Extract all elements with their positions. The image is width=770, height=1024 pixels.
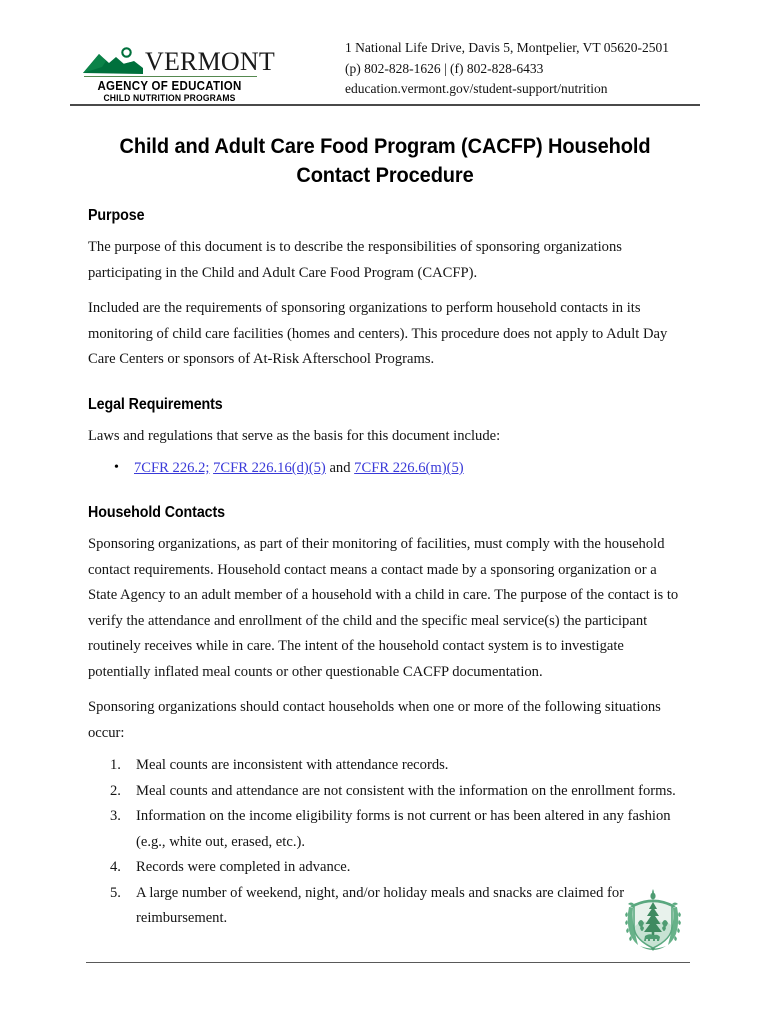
logo-program-line: CHILD NUTRITION PROGRAMS (103, 93, 236, 105)
legal-citation-list (88, 456, 680, 481)
situations-list (88, 753, 680, 932)
header-divider-rule (70, 104, 700, 106)
link-7cfr-226-6-m-5[interactable]: 7CFR 226.6(m)(5) (354, 460, 464, 476)
logo-divider (84, 76, 257, 77)
agency-address-block (345, 38, 669, 100)
section-heading-purpose: Purpose (88, 207, 145, 224)
list-item: Records were completed in advance. (136, 859, 351, 875)
list-item (134, 456, 680, 481)
list-item: Information on the income eligibility forms is not current or has been altered in any fashion (e.g., white out, erased, etc.). (136, 808, 671, 850)
document-body (88, 206, 680, 932)
legal-conjunction: and (329, 460, 351, 476)
list-item: Meal counts and attendance are not consistent with the information on the enrollment forms. (136, 782, 676, 799)
green-mountain-sun-icon (82, 46, 144, 76)
page-title: Child and Adult Care Food Program (CACFP) Household Contact Procedure (119, 134, 651, 187)
section-heading-household-contacts: Household Contacts (88, 504, 225, 521)
section-heading-legal-requirements: Legal Requirements (88, 395, 223, 413)
legal-intro-text: Laws and regulations that serve as the basis for this document include: (88, 427, 501, 444)
address-line-street: 1 National Life Drive, Davis 5, Montpelier, VT 05620-2501 (345, 40, 670, 55)
household-paragraph-2: Sponsoring organizations should contact households when one or more of the following situations occur: (88, 699, 661, 741)
purpose-paragraph-2: Included are the requirements of sponsoring organizations to perform household contacts in its monitoring of child care facilities (homes and centers). This procedure does not apply to Adult Day Care Centers or sponsors of At-Risk Afterschool Programs. (88, 300, 668, 367)
household-paragraph-1: Sponsoring organizations, as part of their monitoring of facilities, must comply with the household contact requirements. Household contact means a contact made by a sponsoring organization or a State Agency to an adult member of a household with a child in care. The purpose of the contact is to verify the attendance and enrollment of the child and the specific meal service(s) the participant routinely receives while in care. The intent of the household contact system is to investigate potentially inflated meal counts or other questionable CACFP documentation. (88, 536, 679, 680)
list-item: Meal counts are inconsistent with attendance records. (136, 757, 449, 773)
vermont-state-seal-icon (620, 886, 686, 952)
list-item: A large number of weekend, night, and/or holiday meals and snacks are claimed for reimbursement. (136, 884, 625, 926)
document-header (0, 38, 770, 104)
address-line-phone: (p) 802-828-1626 | (f) 802-828-6433 (345, 60, 544, 76)
purpose-paragraph-1: The purpose of this document is to describe the responsibilities of sponsoring organizations participating in the Child and Adult Care Food Program (CACFP). (88, 239, 622, 281)
vermont-aoe-logo (82, 40, 275, 105)
footer-divider-rule (86, 962, 690, 963)
link-7cfr-226-2[interactable]: 7CFR 226.2; (134, 460, 210, 476)
link-7cfr-226-16-d-5[interactable]: 7CFR 226.16(d)(5) (213, 460, 326, 476)
logo-wordmark: VERMONT (145, 47, 275, 76)
logo-agency-line: AGENCY OF EDUCATION (97, 79, 242, 93)
address-line-website[interactable]: education.vermont.gov/student-support/nutrition (345, 81, 608, 96)
